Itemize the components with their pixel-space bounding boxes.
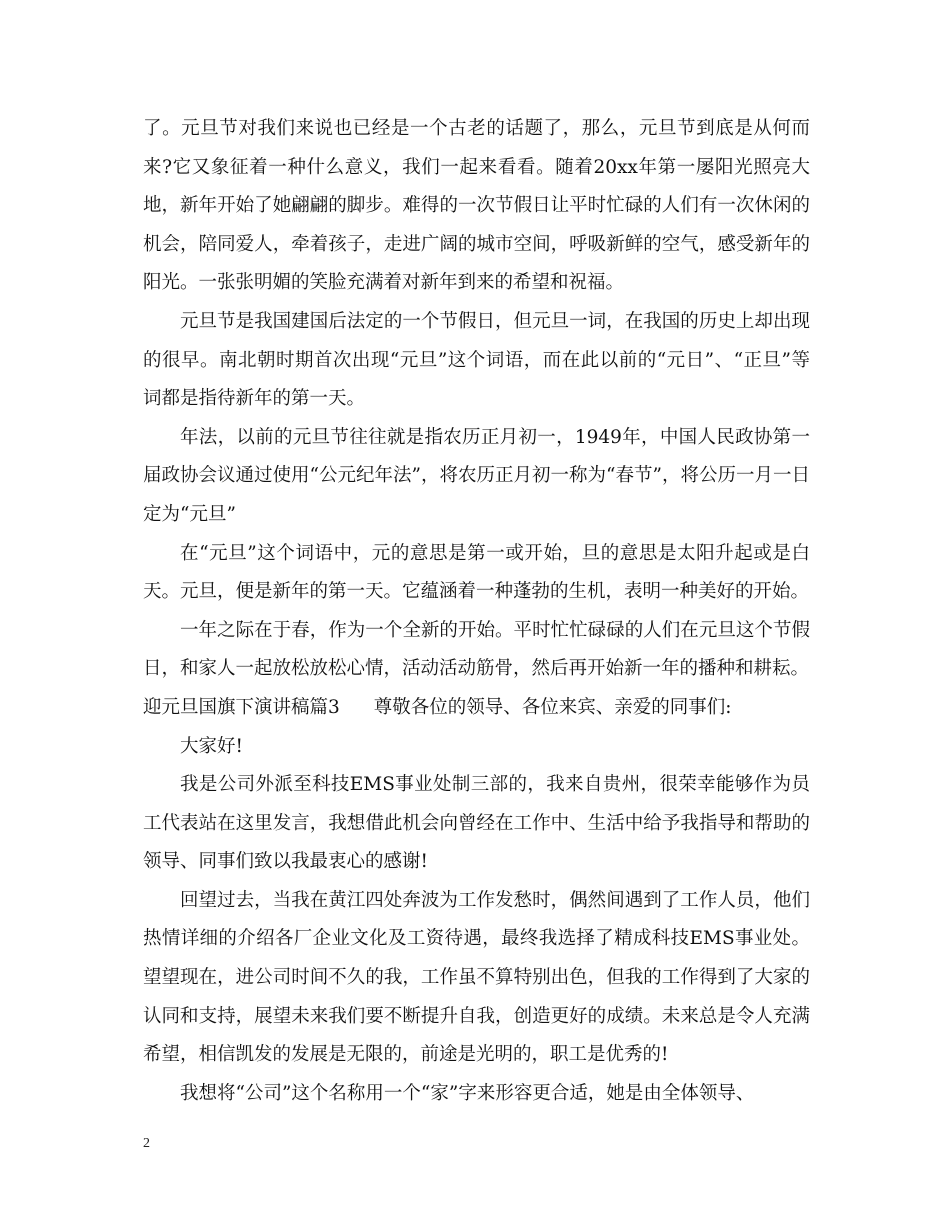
paragraph-company-family: 我想将“公司”这个名称用一个“家”字来形容更合适，她是由全体领导、 xyxy=(180,1082,755,1104)
salutation: 尊敬各位的领导、各位来宾、亲爱的同事们: xyxy=(373,696,732,718)
paragraph-spring: 一年之际在于春，作为一个全新的开始。平时忙忙碌碌的人们在元旦这个节假日，和家人一起放松放松心情，活动活动筋骨，然后再开始新一年的播种和耕耘。 xyxy=(143,619,810,680)
paragraph-meaning: 在“元旦”这个词语中，元的意思是第一或开始，旦的意思是太阳升起或是白天。元旦，便是新年的第一天。它蕴涵着一种蓬勃的生机，表明一种美好的开始。 xyxy=(143,542,810,603)
section-heading-line xyxy=(143,689,810,728)
section-title: 迎元旦国旗下演讲稿篇3 xyxy=(143,696,340,718)
paragraph-intro: 了。元旦节对我们来说也已经是一个古老的话题了，那么，元旦节到底是从何而来?它又象征着一种什么意义，我们一起来看看。随着20xx年第一屡阳光照亮大地，新年开始了她翩翩的脚步。难得的一次节假日让平时忙碌的人们有一次休闲的机会，陪同爱人，牵着孩子，走进广阔的城市空间，呼吸新鲜的空气，感受新年的阳光。一张张明媚的笑脸充满着对新年到来的希望和祝福。 xyxy=(143,118,810,294)
greeting: 大家好! xyxy=(180,735,243,757)
paragraph-introduction-speaker: 我是公司外派至科技EMS事业处制三部的，我来自贵州，很荣幸能够作为员工代表站在这里发言，我想借此机会向曾经在工作中、生活中给予我指导和帮助的领导、同事们致以我最衷心的感谢! xyxy=(143,774,810,873)
page-number: 2 xyxy=(143,1136,150,1151)
paragraph-calendar: 年法，以前的元旦节往往就是指农历正月初一，1949年，中国人民政协第一届政协会议通过使用“公元纪年法”，将农历正月初一称为“春节”，将公历一月一日定为“元旦” xyxy=(143,426,810,525)
paragraph-history: 元旦节是我国建国后法定的一个节假日，但元旦一词，在我国的历史上却出现的很早。南北朝时期首次出现“元旦”这个词语，而在此以前的“元日”、“正旦”等词都是指待新年的第一天。 xyxy=(143,310,810,410)
document-body xyxy=(143,110,810,1113)
paragraph-looking-back: 回望过去，当我在黄江四处奔波为工作发愁时，偶然间遇到了工作人员，他们热情详细的介绍各厂企业文化及工资待遇，最终我选择了精成科技EMS事业处。望望现在，进公司时间不久的我，工作虽不算特别出色，但我的工作得到了大家的认同和支持，展望未来我们要不断提升自我，创造更好的成绩。未来总是令人充满希望，相信凯发的发展是无限的，前途是光明的，职工是优秀的! xyxy=(143,889,810,1066)
